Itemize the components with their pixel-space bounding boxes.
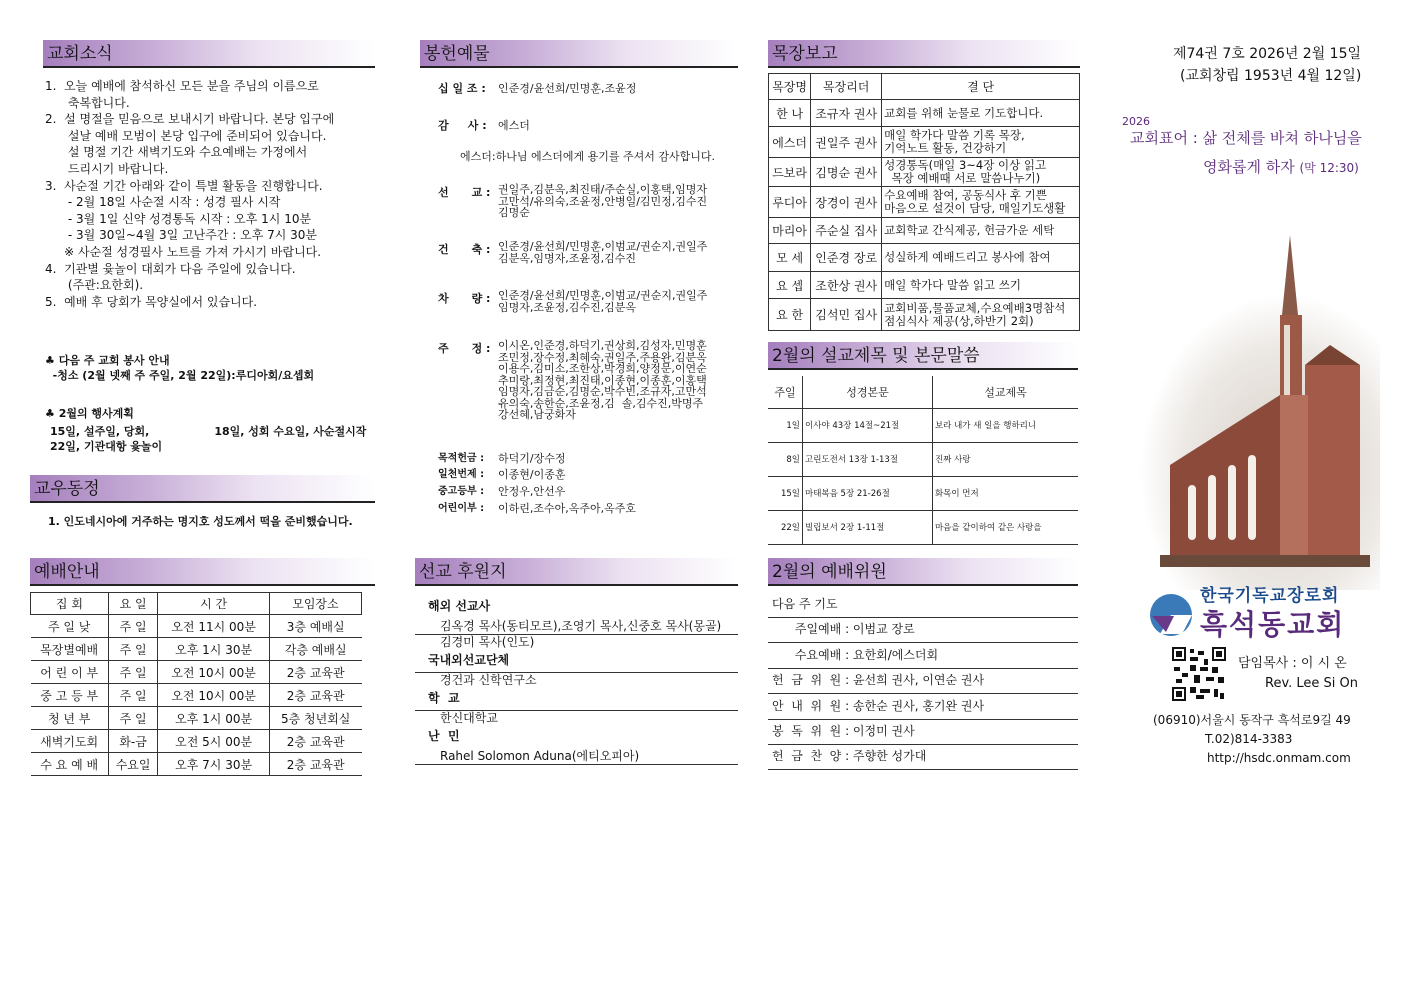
divider — [415, 634, 738, 635]
worship-cell: 청 년 부 — [31, 707, 109, 730]
news-line: - 3월 30일~4월 3일 고난주간 : 오후 7시 30분 — [45, 228, 318, 243]
table-row — [31, 684, 362, 707]
offering-label: 중고등부 : — [438, 486, 485, 497]
sermon-table — [768, 376, 1078, 545]
event-line: 22일, 기관대항 윷놀이 — [50, 440, 163, 453]
offering-label: 목적헌금 : — [438, 453, 485, 464]
sermon-header-cell: 주일 — [768, 376, 803, 408]
sermon-cell: 마태복음 5장 21-26절 — [803, 476, 933, 510]
offering-value: 에스더 — [498, 119, 530, 132]
worship-cell: 목장별예배 — [31, 638, 109, 661]
event-line: 15일, 설주일, 당회, 18일, 성회 수요일, 사순절시작 — [50, 425, 367, 438]
offering-value: 안정우,안선우 — [498, 485, 566, 498]
mission-item: 경건과 신학연구소 — [440, 673, 537, 687]
news-line: 설날 예배 모범이 본당 입구에 준비되어 있습니다. — [45, 128, 327, 143]
news-line: 설 명절 기간 새벽기도와 수요예배는 가정에서 — [45, 145, 308, 160]
committee-line: 수요예배 : 요한회/에스더회 — [772, 647, 939, 662]
mission-group-name: 해외 선교사 — [428, 599, 491, 613]
worship-cell: 수요일 — [108, 753, 158, 776]
pastoral-cell: 모 세 — [769, 244, 811, 272]
worship-cell: 주 일 낮 — [31, 615, 109, 638]
news-line: - 2월 18일 사순절 시작 : 성경 필사 시작 — [45, 195, 281, 210]
table-row — [768, 442, 1078, 476]
news-line: 5. 예배 후 당회가 목양실에서 있습니다. — [45, 294, 258, 309]
pastoral-cell: 권일주 권사 — [811, 127, 882, 158]
table-row — [31, 753, 362, 776]
worship-header-cell: 모임장소 — [269, 593, 361, 615]
worship-cell: 주 일 — [108, 615, 158, 638]
worship-cell: 2층 교육관 — [269, 730, 361, 753]
table-row — [768, 476, 1078, 510]
offering-label: 일천번제 : — [438, 469, 485, 480]
church-phone: T.02)814-3383 — [1205, 732, 1293, 746]
pastoral-cell: 한 나 — [769, 100, 811, 127]
worship-cell: 오전 10시 00분 — [158, 684, 270, 707]
worship-cell: 주 일 — [108, 684, 158, 707]
worship-cell: 2층 교육관 — [269, 753, 361, 776]
offering-value: 이하린,조수아,옥주아,옥주호 — [498, 502, 637, 515]
church-name: 흑석동교회 — [1200, 608, 1346, 641]
table-row — [31, 661, 362, 684]
pastoral-cell: 조규자 권사 — [811, 100, 882, 127]
pastoral-cell: 인준경 장로 — [811, 244, 882, 272]
sermon-cell: 이사야 43장 14절~21절 — [803, 408, 933, 442]
worship-cell: 주 일 — [108, 661, 158, 684]
pastoral-cell: 요 셉 — [769, 272, 811, 299]
news-line: - 3월 1일 신약 성경통독 시작 : 오후 1시 10분 — [45, 211, 312, 226]
worship-cell: 오후 7시 30분 — [158, 753, 270, 776]
founded-line: (교회창립 1953년 4월 12일) — [1180, 68, 1362, 84]
table-row — [769, 244, 1080, 272]
pastoral-cell: 주순실 집사 — [811, 218, 882, 244]
worship-header-cell: 요 일 — [108, 593, 158, 615]
offering-label: 차 량 : — [438, 292, 491, 305]
news-line: 드리시기 바랍니다. — [45, 162, 169, 176]
worship-cell: 수 요 예 배 — [31, 753, 109, 776]
divider — [415, 672, 738, 673]
news-line: 2. 설 명절을 믿음으로 보내시기 바랍니다. 본당 입구에 — [45, 112, 335, 127]
mission-item: 한신대학교 — [440, 711, 498, 725]
mission-item: 김경미 목사(인도) — [440, 635, 535, 649]
worship-cell: 오후 1시 30분 — [158, 638, 270, 661]
sermon-cell: 15일 — [768, 476, 803, 510]
table-row — [31, 638, 362, 661]
qr-code-icon — [1172, 647, 1226, 701]
mission-item: 김옥경 목사(동티모르),조영기 목사,신중호 목사(몽골) — [440, 619, 722, 633]
motto-ref: (막 12:30) — [1299, 161, 1359, 175]
divider — [768, 617, 1078, 618]
offering-label: 건 축 : — [438, 243, 491, 256]
sermon-cell: 화목이 먼저 — [932, 476, 1078, 510]
pastoral-cell: 수요예배 참여, 공동식사 후 기쁜 마음으로 설것이 담당, 매일기도생활 — [882, 187, 1080, 218]
worship-cell: 오후 1시 00분 — [158, 707, 270, 730]
offering-value: 인준경/윤선희/민명훈,이범교/권순지,권일주 김분옥,임명자,조윤정,김수진 — [498, 240, 708, 265]
table-row — [769, 272, 1080, 299]
offering-title: 봉헌예물 — [420, 40, 738, 68]
motto-line1: 교회표어 : 삶 전체를 바쳐 하나님을 — [1130, 129, 1362, 147]
table-row — [769, 187, 1080, 218]
offering-label: 선 교 : — [438, 186, 491, 199]
sermon-cell: 고린도전서 13장 1-13절 — [803, 442, 933, 476]
pastoral-cell: 성실하게 예배드리고 봉사에 참여 — [882, 244, 1080, 272]
offering-value: 인준경/윤선희/민명훈,조윤정 — [498, 82, 637, 95]
committee-title: 2월의 예배위원 — [768, 558, 1078, 586]
pastoral-cell: 장경이 권사 — [811, 187, 882, 218]
news-line: 축복합니다. — [45, 95, 130, 110]
committee-line: 안 내 위 원 : 송한순 권사, 홍기완 권사 — [772, 698, 985, 713]
worship-header-cell: 시 간 — [158, 593, 270, 615]
worship-cell: 3층 예배실 — [269, 615, 361, 638]
committee-line: 다음 주 기도 — [772, 597, 838, 611]
denomination: 한국기독교장로회 — [1200, 586, 1340, 606]
worship-cell: 오전 11시 00분 — [158, 615, 270, 638]
motto-line2: 영화롭게 하자 — [1203, 158, 1295, 176]
mission-group-name: 국내외선교단체 — [428, 653, 510, 667]
divider — [768, 668, 1078, 669]
offering-value: 이시온,인준경,하덕기,권상희,김성자,민명훈 조민정,장수정,최혜숙,권일주,주용완,김분옥 이용수,김미소,조한상,박경희,양정문,이연순 추미랑,최정현,최진태,이종현,이종훈,이홍택 임명자,김금순,김명순,박수빈,조규자,고만석 유의숙,송한순,조윤정,김 솔,김수진,박명주 강선혜,남궁화자 — [498, 339, 707, 421]
pastoral-header-cell: 목장리더 — [811, 74, 882, 100]
sermon-cell: 마음을 같이하여 같은 사랑을 — [932, 510, 1078, 544]
committee-line: 헌 금 위 원 : 윤선희 권사, 이연순 권사 — [772, 673, 985, 688]
church-logo-icon — [1148, 592, 1194, 638]
mission-item: Rahel Solomon Aduna(에티오피아) — [440, 749, 640, 763]
worship-cell: 2층 교육관 — [269, 684, 361, 707]
worship-cell: 새벽기도회 — [31, 730, 109, 753]
pastoral-cell: 루디아 — [769, 187, 811, 218]
pastoral-cell: 조한상 권사 — [811, 272, 882, 299]
divider — [768, 642, 1078, 643]
pastoral-cell: 마리아 — [769, 218, 811, 244]
divider — [768, 693, 1078, 694]
pastoral-cell: 성경통독(매일 3~4장 이상 읽고 목장 예배때 서로 말씀나누기) — [882, 158, 1080, 187]
worship-title: 예배안내 — [30, 558, 375, 586]
church-building-image — [1140, 235, 1380, 590]
issue-line: 제74권 7호 2026년 2월 15일 — [1173, 46, 1362, 62]
worship-cell: 중 고 등 부 — [31, 684, 109, 707]
members-item: 1. 인도네시아에 거주하는 명지호 성도께서 떡을 준비했습니다. — [48, 515, 353, 528]
offering-value: 하덕기/장수정 — [498, 452, 566, 465]
worship-cell: 5층 청년회실 — [269, 707, 361, 730]
sermon-header-cell: 성경본문 — [803, 376, 933, 408]
news-line: 3. 사순절 기간 아래와 같이 특별 활동을 진행합니다. — [45, 178, 323, 193]
pastoral-cell: 매일 학가다 말씀 기록 목장, 기억노트 활동, 건강하기 — [882, 127, 1080, 158]
service-notice-line: ♣ 다음 주 교회 봉사 안내 — [45, 354, 170, 367]
committee-line: 봉 독 위 원 : 이정미 권사 — [772, 724, 915, 738]
mission-title: 선교 후원지 — [415, 558, 738, 586]
news-line: ※ 사순절 성경필사 노트를 가져 가시기 바랍니다. — [45, 245, 322, 259]
sermons-title: 2월의 설교제목 및 본문말씀 — [768, 342, 1078, 370]
offering-label: 어린이부 : — [438, 503, 485, 514]
pastoral-cell: 교회를 위해 눈물로 기도합니다. — [882, 100, 1080, 127]
divider — [415, 710, 738, 711]
pastoral-cell: 매일 학가다 말씀 읽고 쓰기 — [882, 272, 1080, 299]
table-row — [769, 100, 1080, 127]
pastoral-cell: 김명순 권사 — [811, 158, 882, 187]
motto-year: 2026 — [1122, 115, 1150, 128]
worship-cell: 각층 예배실 — [269, 638, 361, 661]
divider — [768, 719, 1078, 720]
sermon-cell: 진짜 사랑 — [932, 442, 1078, 476]
pastoral-cell: 교회비품,물품교체,수요예배3명참석 점심식사 제공(상,하반기 2회) — [882, 299, 1080, 331]
events-title: ♣ 2월의 행사계획 — [45, 407, 134, 420]
worship-header-cell: 집 회 — [31, 593, 109, 615]
offering-label: 감 사 : — [438, 119, 487, 132]
pastoral-cell: 교회학교 간식제공, 헌금가운 세탁 — [882, 218, 1080, 244]
pastoral-cell: 드보라 — [769, 158, 811, 187]
table-row — [769, 158, 1080, 187]
pastoral-cell: 에스더 — [769, 127, 811, 158]
worship-table — [30, 592, 362, 776]
sermon-cell: 8일 — [768, 442, 803, 476]
worship-cell: 오전 10시 00분 — [158, 661, 270, 684]
church-website[interactable]: http://hsdc.onmam.com — [1207, 751, 1351, 765]
pastoral-table — [768, 73, 1080, 331]
worship-cell: 어 린 이 부 — [31, 661, 109, 684]
pastoral-cell: 요 한 — [769, 299, 811, 331]
offering-value: 이종현/이종훈 — [498, 468, 566, 481]
pastoral-header-cell: 목장명 — [769, 74, 811, 100]
table-row — [768, 408, 1078, 442]
news-line: 4. 기관별 윷놀이 대회가 다음 주일에 있습니다. — [45, 261, 296, 276]
committee-line: 헌 금 찬 양 : 주향한 성가대 — [772, 749, 927, 764]
worship-cell: 2층 교육관 — [269, 661, 361, 684]
offering-label: 십 일 조 : — [438, 82, 486, 95]
sermon-cell: 보라 내가 새 일을 행하리니 — [932, 408, 1078, 442]
service-notice-line: -청소 (2월 넷째 주 주일, 2월 22일):루디아회/요셉회 — [45, 369, 315, 382]
table-row — [31, 707, 362, 730]
members-title: 교우동정 — [30, 475, 375, 503]
table-row — [769, 218, 1080, 244]
committee-line: 주일예배 : 이범교 장로 — [772, 622, 915, 637]
offering-value: 권일주,김분옥,최진태/주순실,이홍택,임명자 고만석/유의숙,조윤정,안병일/김민정,김수진 김명순 — [498, 183, 708, 219]
divider — [768, 769, 1078, 770]
divider — [415, 764, 738, 765]
offering-value: 에스더:하나님 에스더에게 용기를 주셔서 감사합니다. — [460, 150, 715, 163]
mission-group-name: 학 교 — [428, 691, 460, 705]
table-row — [31, 615, 362, 638]
offering-value: 인준경/윤선희/민명훈,이범교/권순지,권일주 임명자,조윤정,김수진,김분옥 — [498, 289, 708, 314]
sermon-cell: 1일 — [768, 408, 803, 442]
table-row — [31, 730, 362, 753]
church-address: (06910)서울시 동작구 흑석로9길 49 — [1153, 713, 1351, 727]
offering-label: 주 정 : — [438, 342, 491, 355]
worship-cell: 주 일 — [108, 638, 158, 661]
pastoral-title: 목장보고 — [768, 40, 1080, 68]
motto-line2-wrap — [1203, 156, 1359, 177]
sermon-cell: 22일 — [768, 510, 803, 544]
pastoral-cell: 김석민 집사 — [811, 299, 882, 331]
news-line: (주관:요한회). — [45, 278, 144, 293]
pastor-name-en: Rev. Lee Si On — [1265, 676, 1359, 691]
table-row — [769, 299, 1080, 331]
pastoral-header-cell: 결 단 — [882, 74, 1080, 100]
divider — [768, 744, 1078, 745]
worship-cell: 주 일 — [108, 707, 158, 730]
news-line: 1. 오늘 예배에 참석하신 모든 분을 주님의 이름으로 — [45, 79, 319, 93]
worship-cell: 화-금 — [108, 730, 158, 753]
worship-cell: 오전 5시 00분 — [158, 730, 270, 753]
news-title: 교회소식 — [43, 40, 375, 68]
pastor-name: 담임목사 : 이 시 온 — [1238, 656, 1347, 671]
table-row — [769, 127, 1080, 158]
sermon-header-cell: 설교제목 — [932, 376, 1078, 408]
sermon-cell: 빌립보서 2장 1-11절 — [803, 510, 933, 544]
table-row — [768, 510, 1078, 544]
mission-group-name: 난 민 — [428, 729, 460, 743]
